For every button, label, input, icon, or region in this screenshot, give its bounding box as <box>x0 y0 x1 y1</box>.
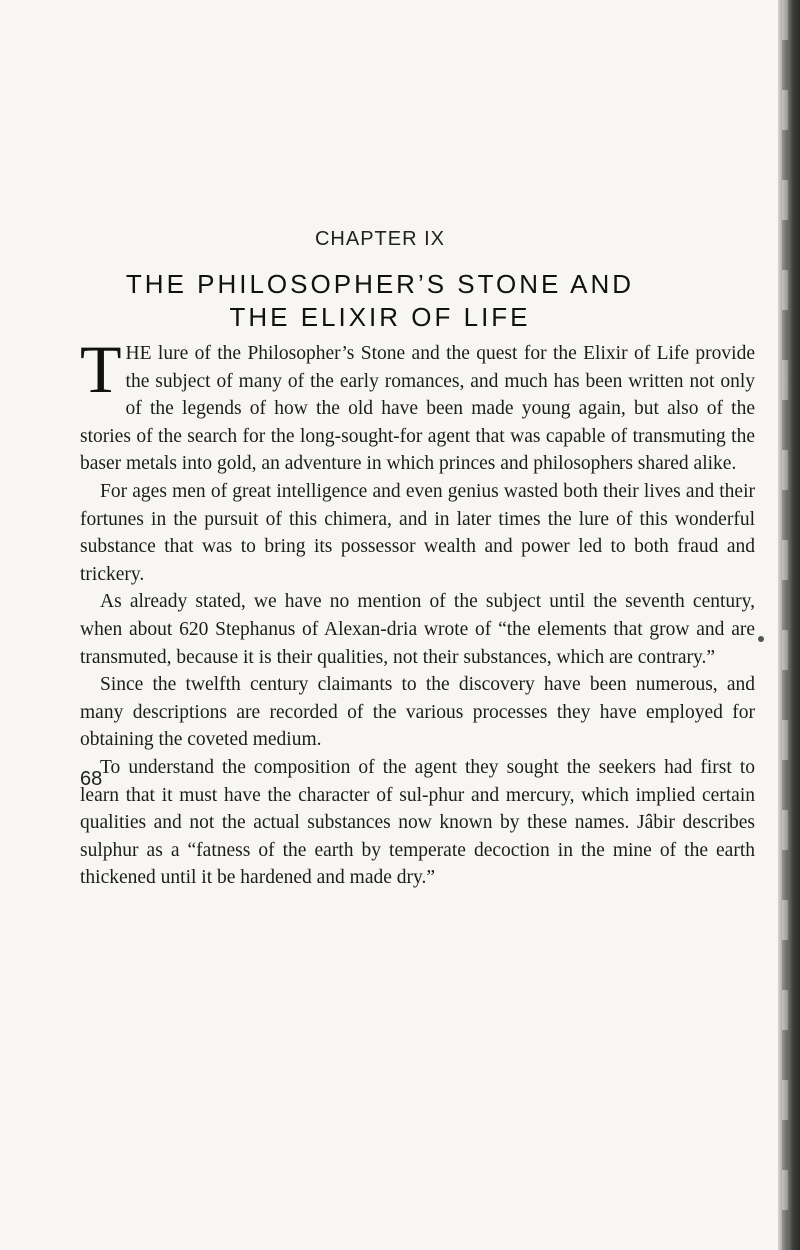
ink-spot <box>758 636 764 642</box>
drop-cap: T <box>80 331 122 407</box>
paragraph-3: As already stated, we have no mention of the subject until the seventh century, when about 620 Stephanus of Alexan-dria wrote of “the elements that grow and are transmuted, because it is their qualities, not their substances, which are contrary.” <box>80 591 755 668</box>
paragraph-2: For ages men of great intelligence and even genius wasted both their lives and their fortunes in the pursuit of this chimera, and in later times the lure of this wonderful substance that was to bring its possessor wealth and power led to both fraud and trickery. <box>80 480 755 585</box>
chapter-title-line-2: THE ELIXIR OF LIFE <box>229 302 531 332</box>
body-text <box>80 331 755 892</box>
paragraph-1 <box>80 331 755 478</box>
page-edge-shadow <box>778 0 800 1250</box>
chapter-title <box>0 268 760 334</box>
paragraph-5: To understand the composition of the agent they sought the seekers had first to learn that it must have the character of sul-phur and mercury, which implied certain qualities and not the actual substances now known by these names. Jâbir describes sulphur as a “fatness of the earth by temperate decoction in the mine of the earth thickened until it be hardened and made dry.” <box>80 756 755 889</box>
page-number: 68 <box>80 768 103 790</box>
chapter-label: CHAPTER IX <box>314 228 446 250</box>
paragraph-1-text: HE lure of the Philosopher’s Stone and the quest for the Elixir of Life provide the subject of many of the early romances, and much has been written not only of the legends of how the old have been made young again, but also of the stories of the search for the long-sought-for agent that was capable of transmuting the baser metals into gold, an adventure in which princes and philosophers shared alike. <box>80 343 755 475</box>
chapter-title-line-1: THE PHILOSOPHER’S STONE AND <box>125 269 635 299</box>
paragraph-4: Since the twelfth century claimants to the discovery have been numerous, and many descriptions are recorded of the various processes they have employed for obtaining the coveted medium. <box>80 674 755 751</box>
